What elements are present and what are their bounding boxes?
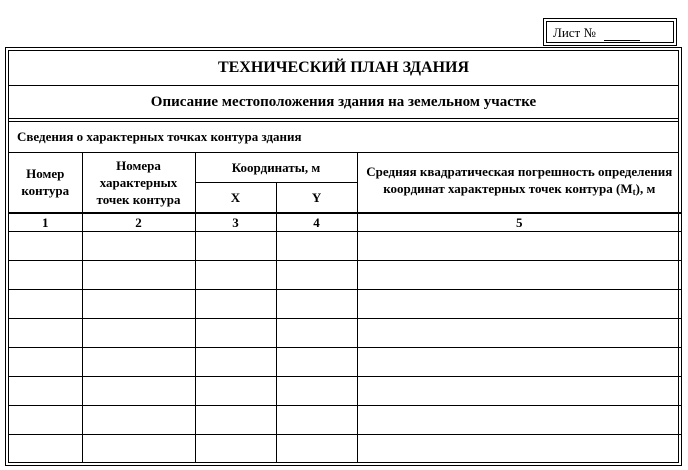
table-cell[interactable]	[276, 290, 357, 319]
table-cell[interactable]	[9, 348, 82, 377]
table-cell[interactable]	[82, 377, 195, 406]
table-cell[interactable]	[82, 261, 195, 290]
table-cell[interactable]	[276, 348, 357, 377]
table-cell[interactable]	[9, 261, 82, 290]
table-cell[interactable]	[9, 232, 82, 261]
table-cell[interactable]	[357, 435, 681, 464]
table-row	[9, 232, 681, 261]
table-cell[interactable]	[357, 232, 681, 261]
column-number: 5	[357, 213, 681, 232]
header-point-numbers: Номера характерных точек контура	[82, 152, 195, 213]
table-cell[interactable]	[357, 348, 681, 377]
table-cell[interactable]	[195, 261, 276, 290]
table-cell[interactable]	[82, 435, 195, 464]
header-error-sub: t	[632, 187, 636, 197]
table-cell[interactable]	[9, 406, 82, 435]
header-error-tail: ), м	[635, 181, 656, 196]
table-cell[interactable]	[9, 290, 82, 319]
table-cell[interactable]	[276, 319, 357, 348]
column-number: 3	[195, 213, 276, 232]
table-cell[interactable]	[195, 406, 276, 435]
table-cell[interactable]	[357, 377, 681, 406]
table-cell[interactable]	[357, 406, 681, 435]
table-cell[interactable]	[9, 435, 82, 464]
table-cell[interactable]	[195, 319, 276, 348]
table-cell[interactable]	[82, 319, 195, 348]
header-error	[357, 152, 681, 213]
header-contour-number: Номер контура	[9, 152, 82, 213]
table-cell[interactable]	[357, 319, 681, 348]
table-cell[interactable]	[82, 406, 195, 435]
header-error-main: Средняя квадратическая погрешность определения координат характерных точек контура (M	[366, 164, 673, 196]
table-cell[interactable]	[9, 377, 82, 406]
column-number: 1	[9, 213, 82, 232]
sheet-number-inner	[546, 21, 674, 43]
header-x: X	[195, 183, 276, 214]
table-cell[interactable]	[276, 406, 357, 435]
table-cell[interactable]	[276, 377, 357, 406]
table-cell[interactable]	[195, 435, 276, 464]
table-cell[interactable]	[357, 261, 681, 290]
table-cell[interactable]	[276, 261, 357, 290]
table-cell[interactable]	[195, 290, 276, 319]
table-header-row	[9, 152, 681, 183]
table-row	[9, 319, 681, 348]
sheet-number-label: Лист №	[553, 25, 596, 40]
section-title: Сведения о характерных точках контура здания	[9, 121, 678, 153]
table-row	[9, 290, 681, 319]
column-number: 4	[276, 213, 357, 232]
column-number: 2	[82, 213, 195, 232]
column-numbers-row	[9, 213, 681, 232]
table-cell[interactable]	[82, 232, 195, 261]
document-frame-inner	[8, 50, 679, 463]
sheet-number-blank[interactable]	[604, 26, 640, 41]
table-row	[9, 435, 681, 464]
table-cell[interactable]	[357, 290, 681, 319]
header-y: Y	[276, 183, 357, 214]
table-cell[interactable]	[82, 290, 195, 319]
sheet-number-box	[543, 18, 677, 46]
document-subtitle: Описание местоположения здания на земельном участке	[9, 86, 678, 119]
table-cell[interactable]	[9, 319, 82, 348]
document-title: ТЕХНИЧЕСКИЙ ПЛАН ЗДАНИЯ	[9, 51, 678, 86]
header-coordinates: Координаты, м	[195, 152, 357, 183]
table-row	[9, 261, 681, 290]
table-cell[interactable]	[276, 435, 357, 464]
table-cell[interactable]	[82, 348, 195, 377]
table-row	[9, 348, 681, 377]
document-frame	[5, 47, 682, 466]
contour-points-table	[9, 152, 681, 463]
table-cell[interactable]	[276, 232, 357, 261]
table-cell[interactable]	[195, 348, 276, 377]
table-cell[interactable]	[195, 232, 276, 261]
table-row	[9, 406, 681, 435]
table-row	[9, 377, 681, 406]
table-cell[interactable]	[195, 377, 276, 406]
